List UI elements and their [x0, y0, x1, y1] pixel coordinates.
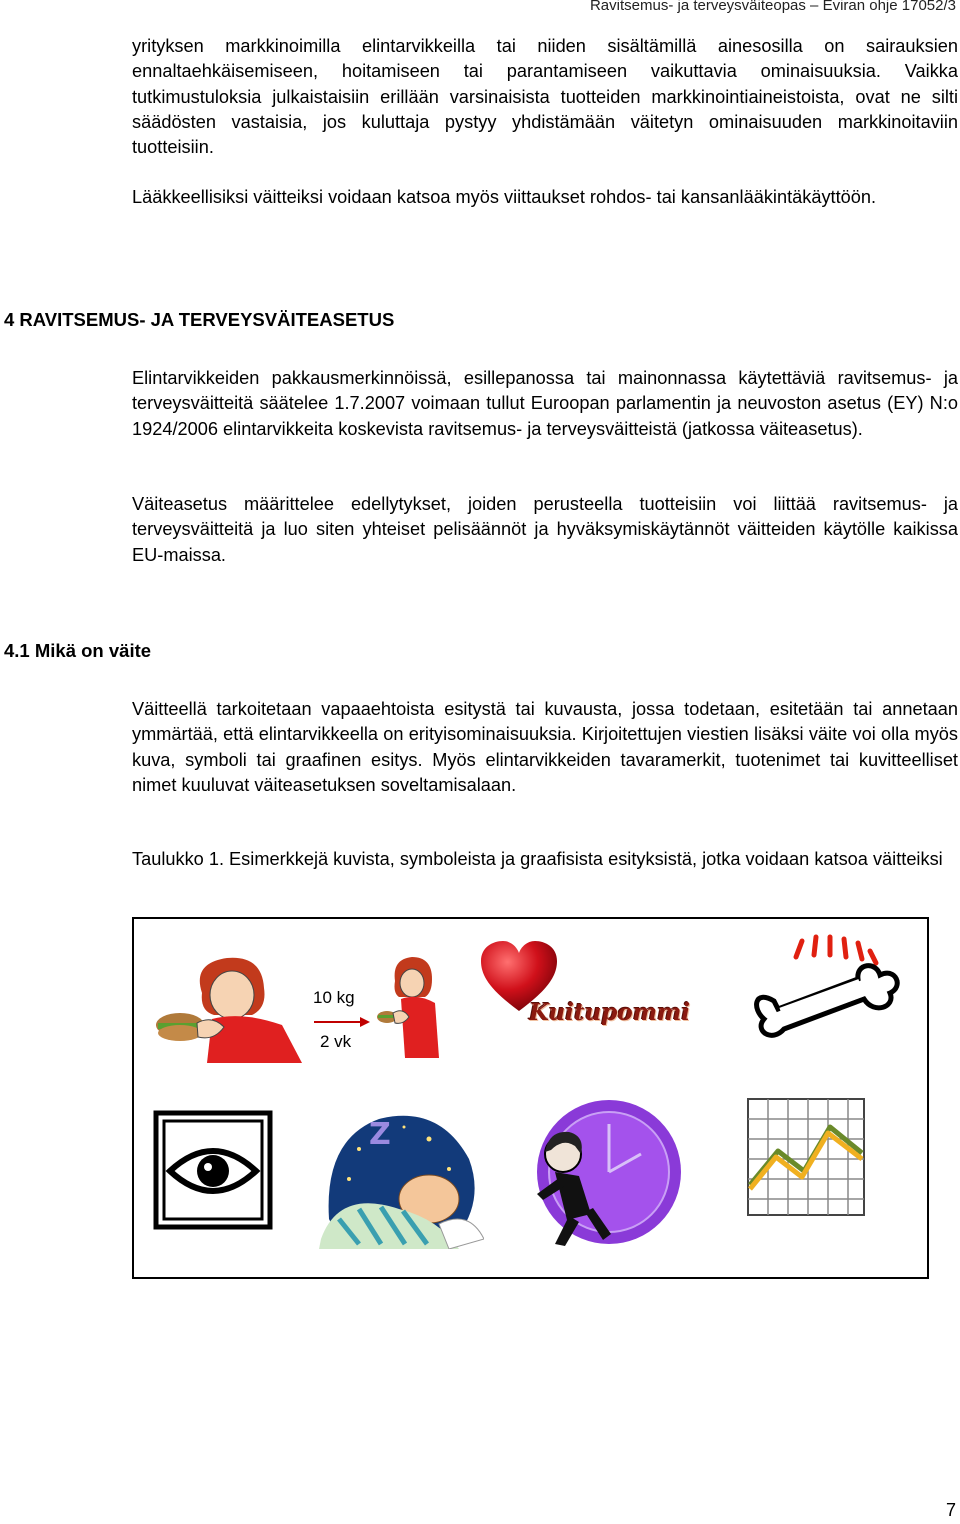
section-4-1-heading: 4.1 Mikä on väite — [4, 640, 152, 661]
brand-logo-text: Kuitupommi — [529, 999, 691, 1026]
paragraph-claims-regulation-scope: Väiteasetus määrittelee edellytykset, joiden perusteella tuotteisiin voi liittää ravitsemus- ja terveysväitteitä ja luo siten yhteiset pelisäännöt ja hyväksymiskäytännöt väitteiden käytölle kaikissa EU-maissa. — [132, 494, 958, 565]
rising-chart-icon — [746, 1097, 866, 1217]
claims-figure-box — [132, 917, 929, 1279]
person-eating-small-icon — [377, 953, 447, 1063]
eye-icon — [152, 1109, 274, 1231]
paragraph-claim-definition: Väitteellä tarkoitetaan vapaaehtoista esitystä tai kuvausta, jossa todetaan, esitetään tai annetaan ymmärtää, että elintarvikkeella on erityisominaisuuksia. Kirjoitettujen viestien lisäksi väite voi olla myös kuva, symboli tai graafinen esitys. Myös elintarvikkeiden tavaramerkit, tuotenimet tai kuvitteelliset nimet kuuluvat väiteasetuksen soveltamisalaan. — [132, 699, 958, 795]
bone-icon — [734, 931, 914, 1041]
clock-runner-icon — [519, 1094, 684, 1254]
person-eating-icon — [152, 953, 312, 1063]
arrow-right-icon — [312, 1015, 372, 1029]
section-4-heading: 4 RAVITSEMUS- JA TERVEYSVÄITEASETUS — [4, 309, 395, 330]
time-period-label: 2 vk — [320, 1032, 352, 1051]
page-number: 7 — [945, 1500, 956, 1520]
running-header: Ravitsemus- ja terveysväiteopas – Eviran ohje 17052/3 — [589, 0, 956, 14]
sleeping-baby-icon — [319, 1099, 484, 1249]
paragraph-medical-claims: yrityksen markkinoimilla elintarvikkeilla tai niiden sisältämillä ainesosilla on sairauksien ennaltaehkäisemiseen, hoitamiseen tai parantamiseen vaikuttavia ominaisuuksia. Vaikka tutkimustuloksia julkaistaisiin erillään varsinaisista tuotteiden markkinointiaineistoista, ovat ne silti säädösten vastaisia, jos kuluttaja pystyy yhdistämään väitetyn ominaisuuden markkinoitaviin tuotteisiin. — [132, 36, 958, 158]
svg-text:Z: Z — [369, 1117, 391, 1152]
table-caption: Taulukko 1. Esimerkkejä kuvista, symboleista ja graafisista esityksistä, jotka voidaan katsoa väitteiksi — [132, 849, 943, 869]
paragraph-folk-medicine: Lääkkeellisiksi väitteiksi voidaan katsoa myös viittaukset rohdos- tai kansanlääkintäkäyttöön. — [132, 187, 877, 207]
paragraph-regulation: Elintarvikkeiden pakkausmerkinnöissä, esillepanossa tai mainonnassa käytettäviä ravitsemus- ja terveysväitteitä säätelee 1.7.2007 voimaan tullut Euroopan parlamentin ja neuvoston asetus (EY) N:o 1924/2006 elintarvikkeita koskevista ravitsemus- ja terveysväitteistä (jatkossa väiteasetus). — [132, 368, 958, 439]
weight-loss-label: 10 kg — [313, 988, 355, 1007]
